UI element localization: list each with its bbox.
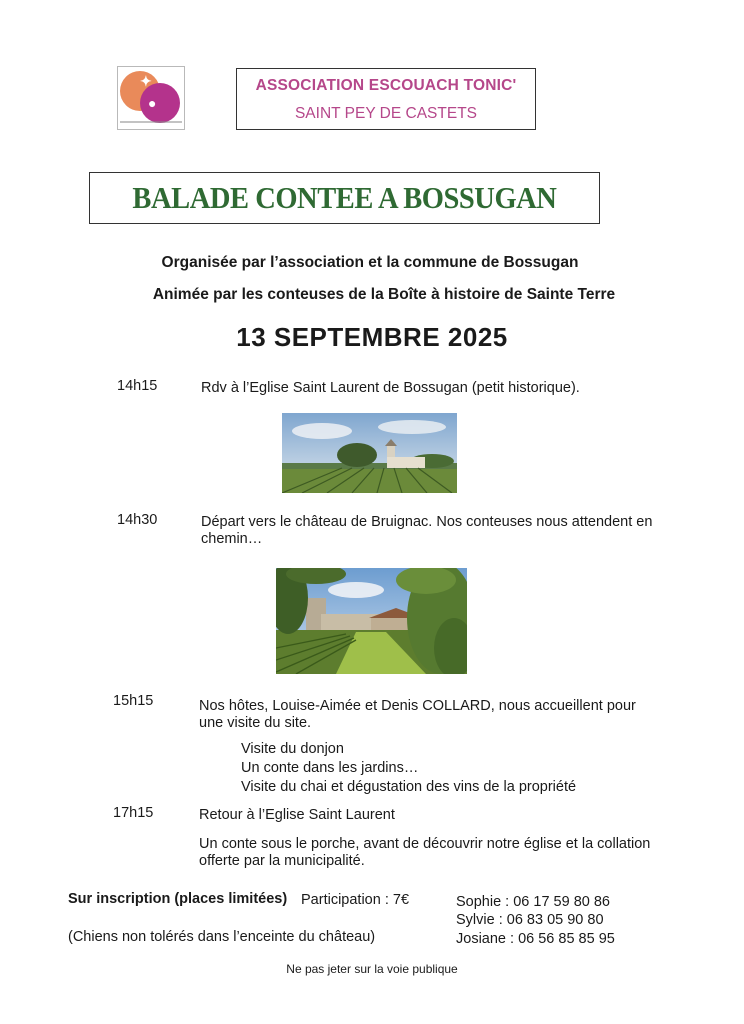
animator-line: Animée par les conteuses de la Boîte à histoire de Sainte Terre <box>152 286 616 303</box>
contact-josiane: Josiane : 06 56 85 85 95 <box>456 931 615 947</box>
church-photo <box>282 413 457 493</box>
schedule-text-3b: une visite du site. <box>199 715 312 731</box>
visit-item: Un conte dans les jardins… <box>241 760 419 776</box>
schedule-time-4: 17h15 <box>113 805 154 821</box>
organizer-line: Organisée par l’association et la commune de Bossugan <box>161 254 579 271</box>
dogs-notice: (Chiens non tolérés dans l’enceinte du château) <box>68 929 376 945</box>
association-name: ASSOCIATION ESCOUACH TONIC' <box>255 77 517 94</box>
event-date: 13 SEPTEMBRE 2025 <box>236 322 508 352</box>
schedule-detail-4b: offerte par la municipalité. <box>199 853 365 869</box>
schedule-time-1: 14h15 <box>117 378 158 394</box>
logo-caption-line <box>120 121 182 123</box>
logo-meditation-icon: ● <box>148 95 157 111</box>
schedule-text-3a: Nos hôtes, Louise-Aimée et Denis COLLARD, nous accueillent pour <box>199 698 636 714</box>
schedule-detail-4a: Un conte sous le porche, avant de découvrir notre église et la collation <box>199 836 651 852</box>
schedule-text-2b: chemin… <box>201 531 263 547</box>
title-box <box>89 172 600 224</box>
footer-note: Ne pas jeter sur la voie publique <box>286 962 458 976</box>
registration-label: Sur inscription (places limitées) <box>68 891 288 907</box>
contact-sophie: Sophie : 06 17 59 80 86 <box>456 894 610 910</box>
association-box <box>236 68 536 130</box>
schedule-text-4: Retour à l’Eglise Saint Laurent <box>199 807 395 823</box>
visit-item: Visite du donjon <box>241 741 344 757</box>
schedule-text-2a: Départ vers le château de Bruignac. Nos conteuses nous attendent en <box>201 514 653 530</box>
chateau-photo <box>276 568 467 674</box>
participation-fee: Participation : 7€ <box>301 892 410 908</box>
visit-item: Visite du chai et dégustation des vins de la propriété <box>241 779 577 795</box>
page-title: BALADE CONTEE A BOSSUGAN <box>132 180 557 215</box>
association-place: SAINT PEY DE CASTETS <box>294 105 478 122</box>
contact-sylvie: Sylvie : 06 83 05 90 80 <box>456 912 604 928</box>
schedule-time-2: 14h30 <box>117 512 158 528</box>
schedule-text-1: Rdv à l’Eglise Saint Laurent de Bossugan (petit historique). <box>201 380 580 396</box>
association-logo <box>117 66 185 130</box>
schedule-time-3: 15h15 <box>113 693 154 709</box>
logo-figure-icon: ✦ <box>140 73 152 89</box>
